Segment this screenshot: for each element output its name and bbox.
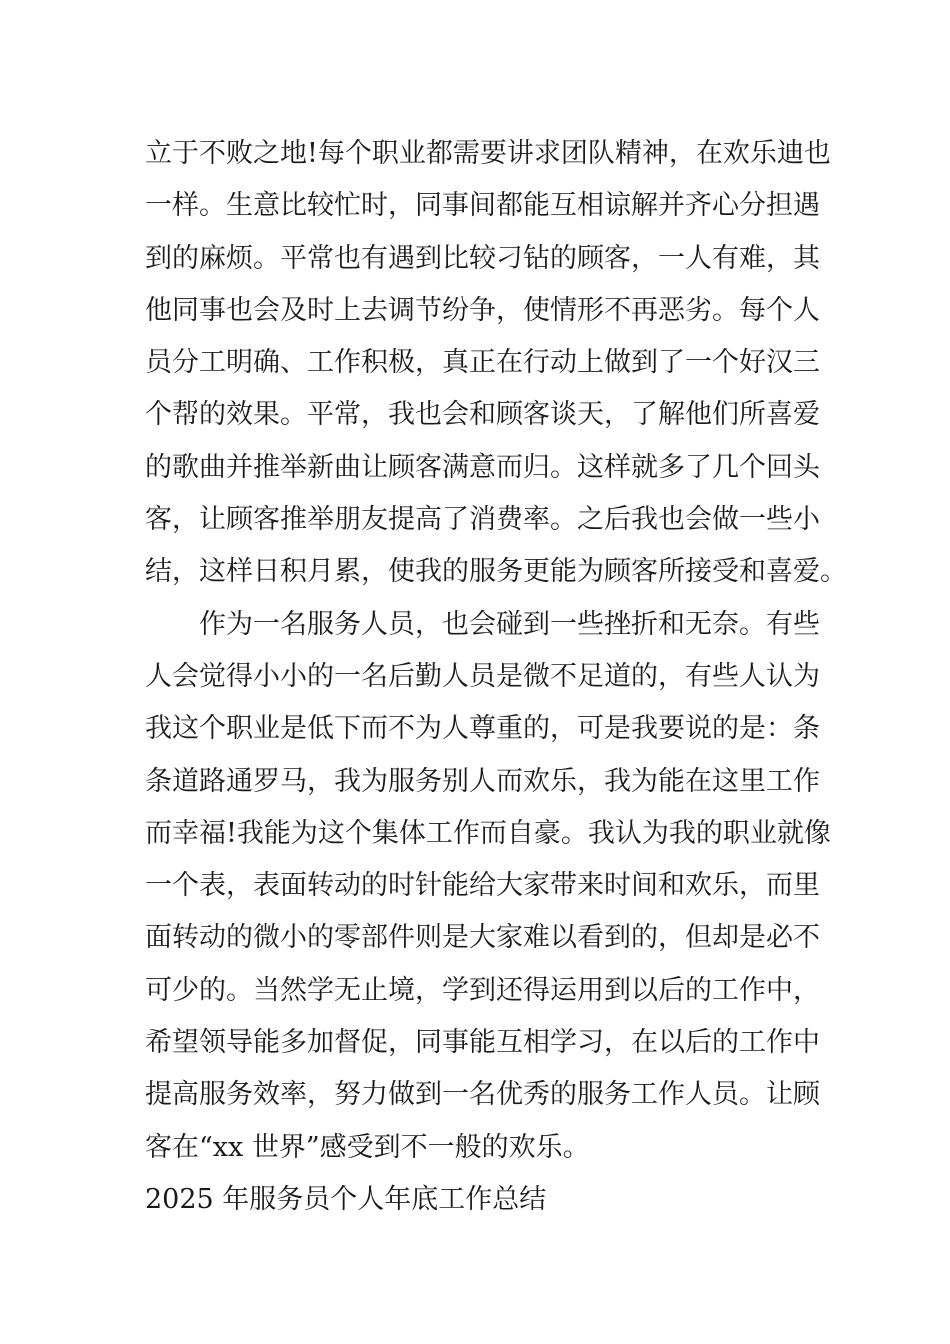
paragraph-line: 希望领导能多加督促，同事能互相学习，在以后的工作中 bbox=[145, 1027, 820, 1059]
paragraph-line: 作为一名服务人员，也会碰到一些挫折和无奈。有些 bbox=[199, 608, 820, 640]
document-heading: 2025 年服务员个人年底工作总结 bbox=[145, 1183, 547, 1215]
paragraph-line: 而幸福!我能为这个集体工作而自豪。我认为我的职业就像 bbox=[145, 817, 831, 849]
paragraph-line: 立于不败之地!每个职业都需要讲求团队精神，在欢乐迪也 bbox=[145, 138, 831, 169]
paragraph-line: 他同事也会及时上去调节纷争，使情形不再恶劣。每个人 bbox=[145, 294, 820, 326]
paragraph-line: 员分工明确、工作积极，真正在行动上做到了一个好汉三 bbox=[145, 347, 820, 379]
paragraph-line: 的歌曲并推举新曲让顾客满意而归。这样就多了几个回头 bbox=[145, 451, 820, 483]
paragraph-line: 一个表，表面转动的时针能给大家带来时间和欢乐，而里 bbox=[145, 870, 820, 902]
paragraph-line: 到的麻烦。平常也有遇到比较刁钻的顾客，一人有难，其 bbox=[145, 242, 820, 274]
paragraph-line: 面转动的微小的零部件则是大家难以看到的，但却是必不 bbox=[145, 922, 820, 954]
paragraph-line: 客，让顾客推举朋友提高了消费率。之后我也会做一些小 bbox=[145, 504, 820, 536]
paragraph-line: 客在“xx 世界”感受到不一般的欢乐。 bbox=[145, 1131, 590, 1163]
paragraph-line: 提高服务效率，努力做到一名优秀的服务工作人员。让顾 bbox=[145, 1079, 820, 1111]
document-body bbox=[145, 128, 847, 1226]
paragraph-line: 条道路通罗马，我为服务别人而欢乐，我为能在这里工作 bbox=[145, 765, 820, 797]
paragraph-line: 我这个职业是低下而不为人尊重的，可是我要说的是：条 bbox=[145, 713, 820, 745]
paragraph-line: 一样。生意比较忙时，同事间都能互相谅解并齐心分担遇 bbox=[145, 190, 820, 222]
paragraph-line: 结，这样日积月累，使我的服务更能为顾客所接受和喜爱。 bbox=[145, 556, 847, 588]
paragraph-2 bbox=[145, 599, 831, 1174]
paragraph-line: 可少的。当然学无止境，学到还得运用到以后的工作中， bbox=[145, 974, 820, 1006]
paragraph-1 bbox=[145, 128, 847, 599]
paragraph-line: 人会觉得小小的一名后勤人员是微不足道的，有些人认为 bbox=[145, 660, 820, 692]
paragraph-line: 个帮的效果。平常，我也会和顾客谈天，了解他们所喜爱 bbox=[145, 399, 820, 431]
